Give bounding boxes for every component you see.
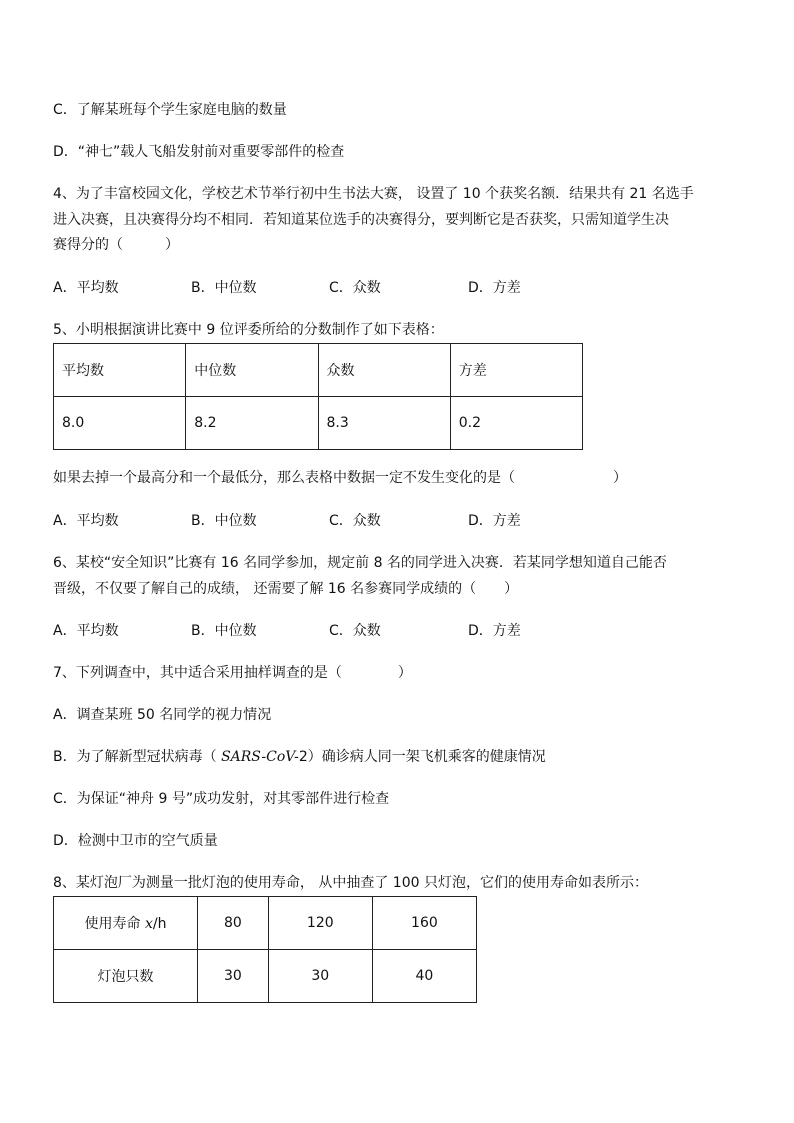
option-d-line: D．“神七”载人飞船发射前对重要零部件的检查 [53,144,345,160]
q8-line: 8、某灯泡厂为测量一批灯泡的使用寿命， 从中抽查了 100 只灯泡，它们的使用寿命如表所示： [53,875,648,891]
q6-line-1: 6、某校“安全知识”比赛有 16 名同学参加，规定前 8 名的同学进入决赛．若某同学想知道自己能否 [53,555,667,571]
q5-line: 5、小明根据演讲比赛中 9 位评委所给的分数制作了如下表格： [53,322,444,338]
table-row-label: 灯泡只数 [54,950,198,1003]
q6-option-a: A．平均数 [53,623,119,639]
option-c-line: C．了解某班每个学生家庭电脑的数量 [53,102,287,118]
table-cell: 120 [268,897,372,950]
q6-option-c: C．众数 [329,623,381,639]
q7-option-d: D．检测中卫市的空气质量 [53,833,218,849]
q7-line: 7、下列调查中，其中适合采用抽样调查的是（ ） [53,665,412,681]
table-cell: 8.2 [186,397,318,450]
table-cell: 平均数 [54,344,186,397]
table-cell: 40 [372,950,476,1003]
q8-lifespan-table [53,896,477,1003]
table-cell: 8.0 [54,397,186,450]
q5-option-a: A．平均数 [53,513,119,529]
q7-option-b [53,748,546,766]
q4-line-3: 赛得分的（ ） [53,237,179,253]
table-row-label: 使用寿命 x/h [54,897,198,950]
table-cell: 80 [198,897,269,950]
q4-option-c: C．众数 [329,280,381,296]
q6-option-b: B．中位数 [191,623,257,639]
q5-option-c: C．众数 [329,513,381,529]
table-cell: 众数 [318,344,450,397]
table-cell: 160 [372,897,476,950]
q7-option-b-virus-name: SARS-CoV- [221,749,299,765]
table-row [54,397,583,450]
table-cell: 中位数 [186,344,318,397]
q7-option-a: A．调查某班 50 名同学的视力情况 [53,707,272,723]
table-row [54,950,477,1003]
q4-option-b: B．中位数 [191,280,257,296]
table-cell: 0.2 [450,397,582,450]
q5-option-b: B．中位数 [191,513,257,529]
q7-option-c: C．为保证“神舟 9 号”成功发射，对其零部件进行检查 [53,791,390,807]
q5-option-d: D．方差 [468,513,521,529]
table-cell: 方差 [450,344,582,397]
q4-line-1: 4、为了丰富校园文化，学校艺术节举行初中生书法大赛， 设置了 10 个获奖名额．结果共有 21 名选手 [53,186,694,202]
q6-option-d: D．方差 [468,623,521,639]
table-cell: 30 [198,950,269,1003]
q5-score-table [53,343,583,450]
q5-question-line: 如果去掉一个最高分和一个最低分，那么表格中数据一定不发生变化的是（ ） [53,470,627,486]
table-cell: 8.3 [318,397,450,450]
table-row [54,897,477,950]
q7-option-b-text-2: 2）确诊病人同一架飞机乘客的健康情况 [298,749,546,765]
q4-line-2: 进入决赛，且决赛得分均不相同．若知道某位选手的决赛得分，要判断它是否获奖，只需知道学生决 [53,212,669,228]
q6-line-2: 晋级，不仅要了解自己的成绩， 还需要了解 16 名参赛同学成绩的（ ） [53,581,519,597]
table-cell: 30 [268,950,372,1003]
q4-option-d: D．方差 [468,280,521,296]
table-row [54,344,583,397]
q7-option-b-text-1: B．为了解新型冠状病毒（ [53,749,222,765]
q4-option-a: A．平均数 [53,280,119,296]
